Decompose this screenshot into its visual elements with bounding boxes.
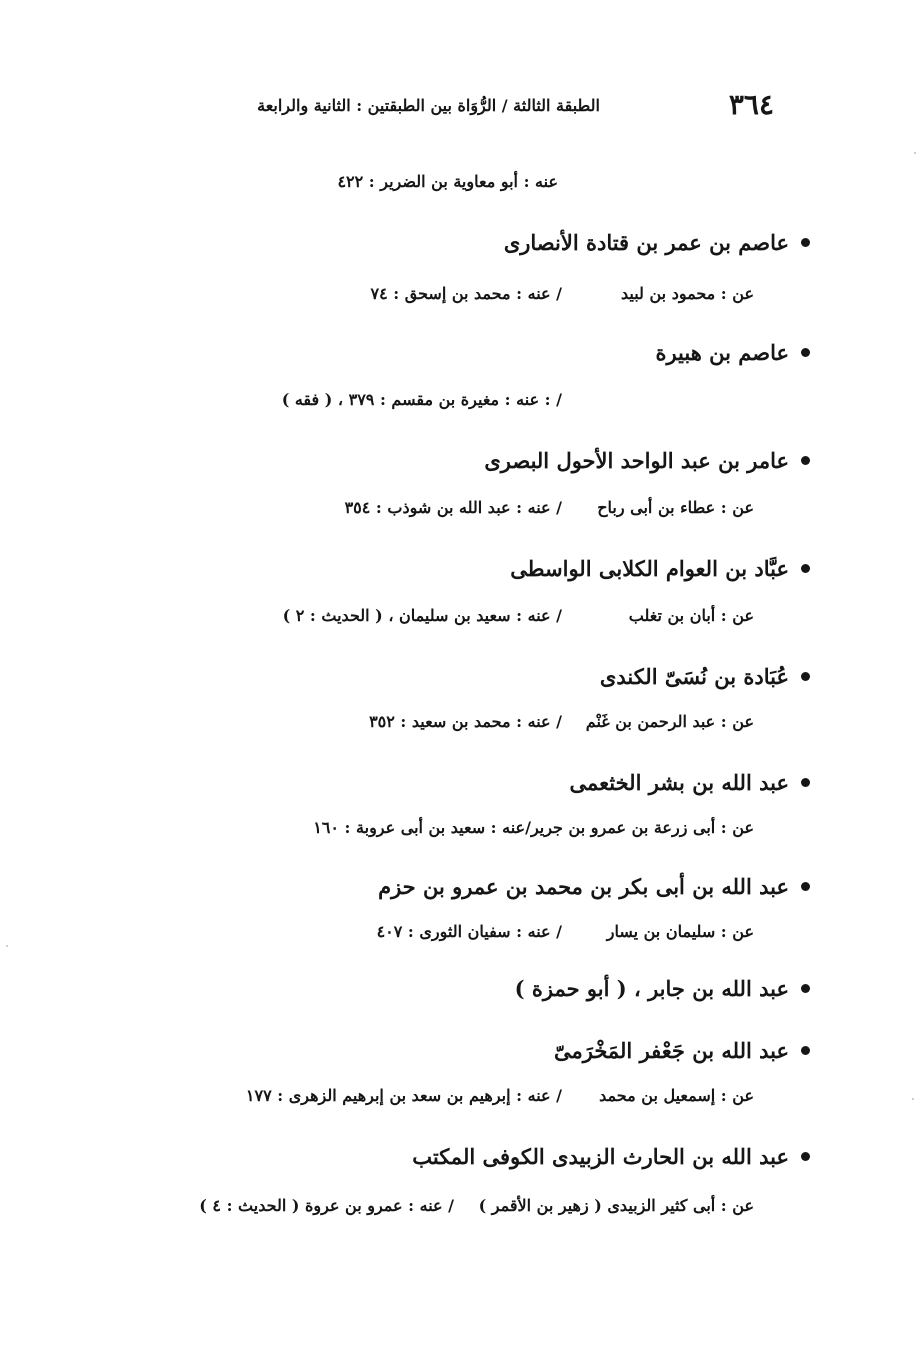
narrator-name: عبد الله بن جَعْفر المَخْرَمىّ xyxy=(554,1038,789,1063)
narrator-name: عبَّاد بن العوام الكلابى الواسطى xyxy=(510,556,789,581)
running-header: الطبقة الثالثة / الرُّوَاة بين الطبقتين : الثانية والرابعة xyxy=(257,96,600,115)
narrated-from: عن : محمود بن لبيد xyxy=(620,284,754,303)
narrated-from: عن : عبد الرحمن بن غَنْم xyxy=(585,712,754,731)
bullet-icon xyxy=(801,984,810,993)
bullet-icon xyxy=(801,348,810,357)
narrated-from: عن : عطاء بن أبى رباح xyxy=(597,498,754,517)
narrator-name: عبد الله بن الحارث الزبيدى الكوفى المكتب xyxy=(412,1144,789,1169)
narrated-by: / عنه : عمرو بن عروة ( الحديث : ٤ ) xyxy=(199,1196,454,1215)
narrated-by: / عنه : سفيان الثورى : ٤٠٧ xyxy=(376,922,562,941)
bullet-icon xyxy=(801,456,810,465)
scan-speck xyxy=(912,1098,914,1100)
narrator-entry xyxy=(655,340,810,365)
scan-speck xyxy=(6,945,8,947)
narrator-name: عبد الله بن أبى بكر بن محمد بن عمرو بن حزم xyxy=(378,874,789,899)
narrator-name: عُبَادة بن نُسَىّ الكندى xyxy=(599,664,789,689)
narrated-from: عن : سليمان بن يسار xyxy=(606,922,754,941)
narrator-entry xyxy=(412,1144,810,1169)
bullet-icon xyxy=(801,1046,810,1055)
narrator-name: عبد الله بن بشر الخثعمى xyxy=(569,770,789,795)
continued-line: عنه : أبو معاوية بن الضرير : ٤٢٢ xyxy=(337,172,558,191)
narrated-by: / عنه : إبرهيم بن سعد بن إبرهيم الزهرى : ١٧٧ xyxy=(245,1086,562,1105)
narrated-from: عن : أبى زرعة بن عمرو بن جرير/عنه : سعيد بن أبى عروبة : ١٦٠ xyxy=(313,818,754,837)
narrated-by: / عنه : عبد الله بن شوذب : ٣٥٤ xyxy=(344,498,562,517)
bullet-icon xyxy=(801,564,810,573)
bullet-icon xyxy=(801,1152,810,1161)
bullet-icon xyxy=(801,778,810,787)
narrator-entry xyxy=(554,1038,810,1063)
narrated-from: عن : أبان بن تغلب xyxy=(628,606,754,625)
narrator-name: عبد الله بن جابر ، ( أبو حمزة ) xyxy=(514,976,789,1001)
narrator-entry xyxy=(484,448,810,473)
narrator-entry xyxy=(510,556,810,581)
narrated-from: عن : إسمعيل بن محمد xyxy=(599,1086,754,1105)
narrator-entry xyxy=(504,230,810,255)
narrator-name: عاصم بن عمر بن قتادة الأنصارى xyxy=(503,230,789,255)
bullet-icon xyxy=(801,672,810,681)
page-number: ٣٦٤ xyxy=(728,88,774,121)
bullet-icon xyxy=(801,882,810,891)
narrator-entry xyxy=(378,874,810,899)
narrated-by: / عنه : محمد بن سعيد : ٣٥٢ xyxy=(369,712,562,731)
narrator-name: عاصم بن هبيرة xyxy=(655,340,789,365)
bullet-icon xyxy=(801,238,810,247)
narrator-entry xyxy=(600,664,810,689)
narrated-by: / عنه : سعيد بن سليمان ، ( الحديث : ٢ ) xyxy=(282,606,562,625)
narrated-by: / : عنه : مغيرة بن مقسم : ٣٧٩ ، ( فقه ) xyxy=(281,390,562,409)
scan-speck xyxy=(914,152,916,154)
narrated-by: / عنه : محمد بن إسحق : ٧٤ xyxy=(370,284,562,303)
narrator-entry xyxy=(515,976,810,1001)
narrated-from: عن : أبى كثير الزبيدى ( زهير بن الأقمر ) xyxy=(478,1196,754,1215)
narrator-name: عامر بن عبد الواحد الأحول البصرى xyxy=(484,448,789,473)
narrator-entry xyxy=(570,770,810,795)
